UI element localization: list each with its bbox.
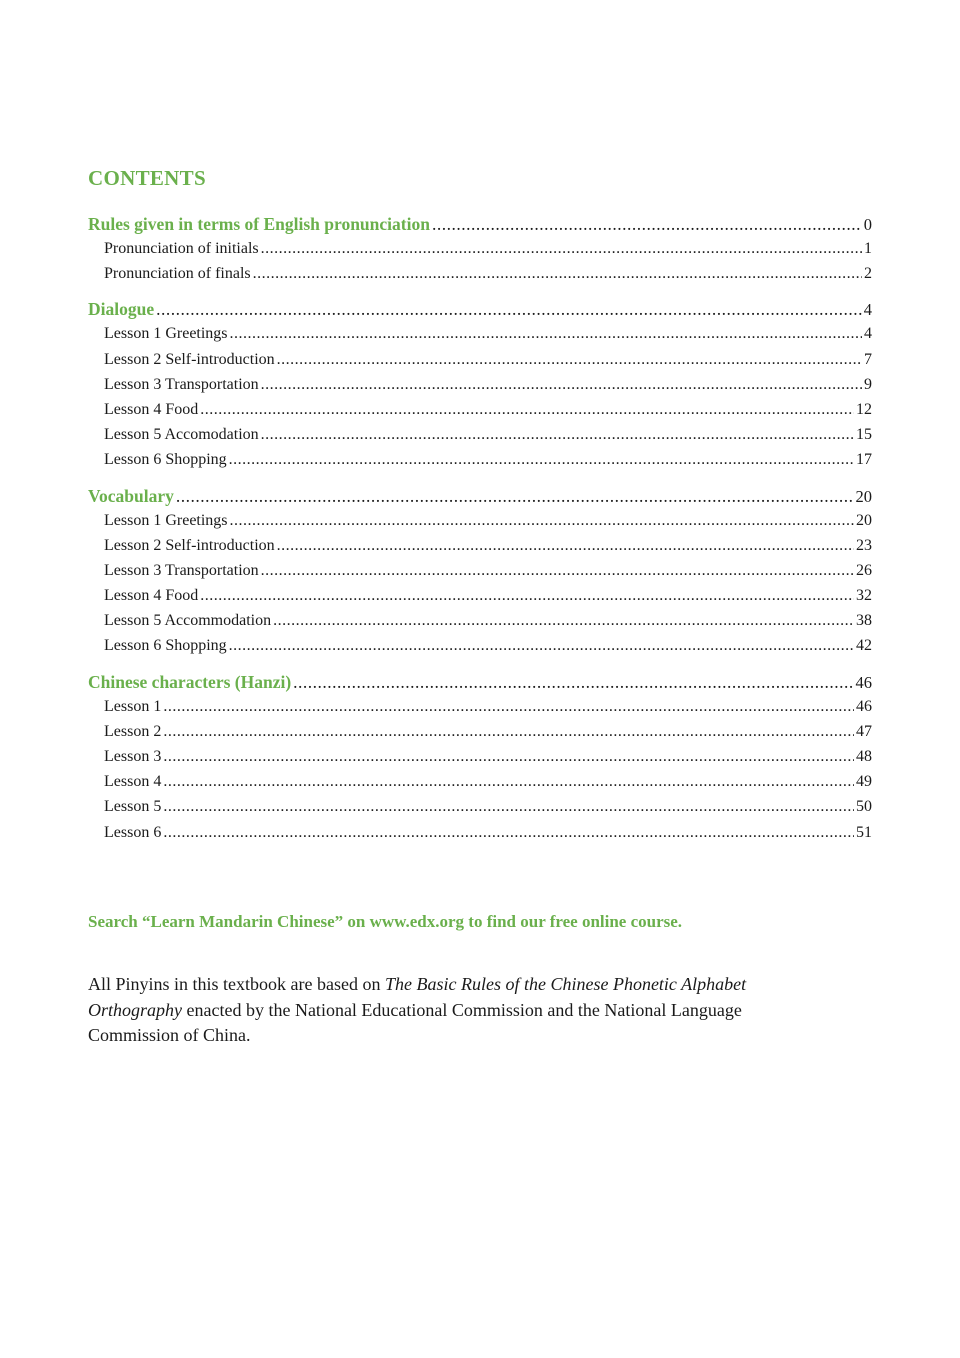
toc-entry-page: 15 bbox=[856, 426, 872, 444]
toc-entry-page: 46 bbox=[856, 697, 872, 715]
toc-entry-page: 4 bbox=[864, 325, 872, 343]
toc-section bbox=[88, 214, 872, 290]
toc-entry-label: Pronunciation of initials bbox=[104, 240, 259, 257]
toc-leader-dots bbox=[163, 773, 854, 791]
toc-section-heading[interactable] bbox=[88, 214, 872, 240]
toc-entry-page: 42 bbox=[856, 637, 872, 655]
toc-entry[interactable] bbox=[88, 265, 872, 290]
toc-heading-label: Dialogue bbox=[88, 299, 155, 320]
toc-entry[interactable] bbox=[88, 537, 872, 562]
toc-entry[interactable] bbox=[88, 637, 872, 662]
course-promo: Search “Learn Mandarin Chinese” on www.edx.org to find our free online course. bbox=[88, 912, 683, 931]
toc-entry-label: Lesson 3 bbox=[104, 748, 162, 765]
toc-leader-dots bbox=[163, 798, 854, 816]
toc-leader-dots bbox=[156, 299, 862, 320]
pinyin-note bbox=[88, 972, 808, 1049]
toc-entry-page: 49 bbox=[856, 773, 872, 791]
toc-entry-page: 32 bbox=[856, 587, 872, 605]
toc-section-heading[interactable] bbox=[88, 486, 872, 512]
toc-entry-label: Lesson 6 Shopping bbox=[104, 637, 227, 655]
toc-entry-page: 26 bbox=[856, 561, 872, 579]
toc-leader-dots bbox=[261, 376, 862, 394]
toc-entry[interactable] bbox=[88, 773, 872, 798]
toc-leader-dots bbox=[163, 723, 854, 741]
toc-entry-label: Lesson 5 Accomodation bbox=[104, 426, 259, 444]
toc-entry[interactable] bbox=[88, 587, 872, 612]
toc-entry[interactable] bbox=[88, 612, 872, 637]
toc-entry-label: Lesson 5 bbox=[104, 798, 162, 816]
toc-entry-label: Lesson 1 Greetings bbox=[104, 325, 228, 343]
toc-leader-dots bbox=[293, 672, 853, 693]
toc-leader-dots bbox=[200, 401, 854, 419]
toc-section-heading[interactable] bbox=[88, 299, 872, 325]
toc-leader-dots bbox=[230, 512, 854, 530]
toc-section-heading[interactable] bbox=[88, 672, 872, 698]
toc-heading-page: 20 bbox=[855, 486, 872, 506]
toc-leader-dots bbox=[273, 612, 854, 630]
toc-leader-dots bbox=[261, 240, 862, 258]
toc-entry-page: 1 bbox=[864, 240, 872, 257]
note-text-after: enacted by the National Educational Commission and the National Language Commission of China. bbox=[88, 999, 742, 1045]
toc-entry-page: 50 bbox=[856, 798, 872, 816]
toc-entry[interactable] bbox=[88, 512, 872, 537]
toc-leader-dots bbox=[253, 265, 862, 283]
toc-heading-label: Chinese characters (Hanzi) bbox=[88, 671, 292, 692]
toc-leader-dots bbox=[163, 698, 854, 716]
toc-entry[interactable] bbox=[88, 240, 872, 265]
toc-entry-label: Lesson 6 bbox=[104, 823, 162, 841]
toc-heading-page: 4 bbox=[863, 300, 872, 320]
toc-heading-page: 0 bbox=[863, 215, 872, 234]
toc-entry-page: 12 bbox=[856, 400, 872, 418]
toc-entry-label: Lesson 4 Food bbox=[104, 587, 199, 605]
toc-entry[interactable] bbox=[88, 562, 872, 587]
note-text-before: All Pinyins in this textbook are based on bbox=[88, 974, 385, 994]
toc-entry-label: Lesson 4 Food bbox=[104, 400, 199, 418]
toc-entry-page: 2 bbox=[864, 265, 872, 283]
toc-entry[interactable] bbox=[88, 798, 872, 823]
toc-leader-dots bbox=[277, 537, 854, 555]
toc-leader-dots bbox=[229, 637, 854, 655]
toc-entry-page: 20 bbox=[856, 511, 872, 529]
toc-section bbox=[88, 486, 872, 663]
toc-entry[interactable] bbox=[88, 824, 872, 849]
note-title-italic: The Basic Rules of the Chinese Phonetic Alphabet Orthography bbox=[88, 974, 747, 1020]
toc-entry[interactable] bbox=[88, 723, 872, 748]
toc-heading-page: 46 bbox=[855, 672, 872, 692]
toc-heading-label: Rules given in terms of English pronunciation bbox=[88, 214, 430, 234]
toc-entry-page: 17 bbox=[856, 451, 872, 469]
toc-entry-label: Lesson 5 Accommodation bbox=[104, 612, 272, 630]
toc-entry-page: 7 bbox=[864, 350, 872, 368]
toc-entry[interactable] bbox=[88, 426, 872, 451]
toc-leader-dots bbox=[200, 587, 854, 605]
toc-entry[interactable] bbox=[88, 698, 872, 723]
toc-entry-page: 23 bbox=[856, 536, 872, 554]
toc-entry-label: Pronunciation of finals bbox=[104, 265, 251, 283]
toc-entry-label: Lesson 2 bbox=[104, 722, 162, 740]
toc-leader-dots bbox=[261, 562, 854, 580]
toc-entry-label: Lesson 2 Self-introduction bbox=[104, 536, 275, 554]
toc-entry[interactable] bbox=[88, 451, 872, 476]
toc-entry[interactable] bbox=[88, 325, 872, 350]
toc-entry-label: Lesson 1 bbox=[104, 697, 162, 715]
toc-entry[interactable] bbox=[88, 748, 872, 773]
toc-entry-label: Lesson 3 Transportation bbox=[104, 375, 259, 393]
toc-leader-dots bbox=[163, 748, 854, 766]
toc-leader-dots bbox=[230, 325, 862, 343]
toc-leader-dots bbox=[229, 451, 854, 469]
toc-entry-page: 48 bbox=[856, 748, 872, 765]
toc-entry-page: 47 bbox=[856, 722, 872, 740]
toc-leader-dots bbox=[163, 824, 854, 842]
table-of-contents bbox=[88, 214, 872, 858]
contents-title: CONTENTS bbox=[88, 166, 206, 190]
toc-entry-label: Lesson 6 Shopping bbox=[104, 451, 227, 469]
toc-entry-label: Lesson 4 bbox=[104, 773, 162, 791]
toc-leader-dots bbox=[277, 351, 862, 369]
toc-section bbox=[88, 672, 872, 849]
toc-entry-page: 51 bbox=[856, 823, 872, 841]
toc-entry[interactable] bbox=[88, 351, 872, 376]
toc-entry-label: Lesson 1 Greetings bbox=[104, 511, 228, 529]
toc-entry-label: Lesson 3 Transportation bbox=[104, 561, 259, 579]
toc-entry-page: 38 bbox=[856, 612, 872, 630]
toc-leader-dots bbox=[176, 486, 854, 507]
toc-entry-page: 9 bbox=[864, 375, 872, 393]
toc-entry[interactable] bbox=[88, 401, 872, 426]
toc-leader-dots bbox=[432, 214, 862, 235]
toc-section bbox=[88, 299, 872, 476]
toc-heading-label: Vocabulary bbox=[88, 485, 174, 506]
toc-leader-dots bbox=[261, 426, 854, 444]
toc-entry-label: Lesson 2 Self-introduction bbox=[104, 350, 275, 368]
toc-entry[interactable] bbox=[88, 376, 872, 401]
